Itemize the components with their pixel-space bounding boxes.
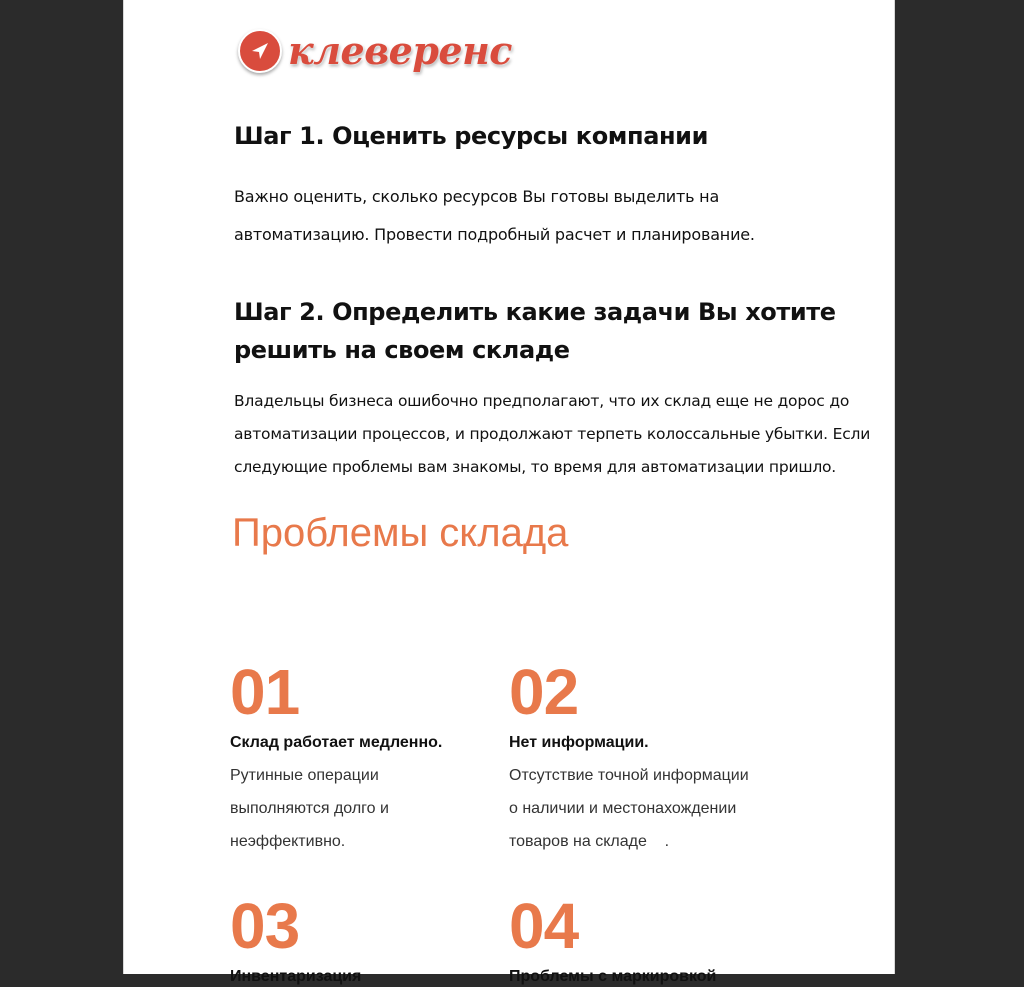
step1-heading: Шаг 1. Оценить ресурсы компании bbox=[234, 122, 708, 150]
problem-description-line: о наличии и местонахождении bbox=[509, 800, 737, 817]
problem-description-line: неэффективно. bbox=[230, 833, 346, 850]
step2-line: автоматизации процессов, и продолжают терпеть колоссальные убытки. Если bbox=[234, 425, 871, 443]
problem-title: Инвентаризация bbox=[230, 968, 362, 985]
problem-title: Склад работает медленно. bbox=[230, 734, 443, 751]
logo-text: клеверенс bbox=[288, 28, 512, 73]
step2-line: следующие проблемы вам знакомы, то время для автоматизации пришло. bbox=[234, 458, 837, 476]
problem-number: 02 bbox=[509, 656, 579, 728]
problem-description bbox=[230, 759, 500, 858]
problem-description-line: товаров на складе . bbox=[509, 833, 670, 850]
company-logo bbox=[238, 26, 512, 76]
problem-card-04 bbox=[509, 890, 779, 987]
step1-line: Важно оценить, сколько ресурсов Вы готовы выделить на bbox=[234, 187, 720, 206]
problem-number: 03 bbox=[230, 890, 300, 962]
step1-paragraph bbox=[234, 178, 755, 254]
problem-card-02 bbox=[509, 656, 779, 858]
step2-line: Владельцы бизнеса ошибочно предполагают, что их склад еще не дорос до bbox=[234, 392, 850, 410]
step2-heading-line: решить на своем складе bbox=[234, 336, 570, 364]
problem-card-03 bbox=[230, 890, 500, 987]
step2-paragraph bbox=[234, 385, 870, 484]
step2-heading bbox=[234, 293, 836, 369]
problem-title: Нет информации. bbox=[509, 734, 649, 751]
problem-number: 01 bbox=[230, 656, 300, 728]
step1-line: автоматизацию. Провести подробный расчет и планирование. bbox=[234, 225, 755, 244]
problem-number: 04 bbox=[509, 890, 579, 962]
step2-heading-line: Шаг 2. Определить какие задачи Вы хотите bbox=[234, 298, 836, 326]
problem-description-line: Отсутствие точной информации bbox=[509, 767, 749, 784]
document-page bbox=[123, 0, 895, 985]
problem-description-line: выполняются долго и bbox=[230, 800, 389, 817]
logo-arrow-icon bbox=[238, 29, 282, 73]
problem-description-line: Рутинные операции bbox=[230, 767, 379, 784]
problem-title: Проблемы с маркировкой bbox=[509, 968, 717, 985]
problem-card-01 bbox=[230, 656, 500, 858]
problem-description bbox=[509, 759, 779, 858]
problems-title: Проблемы склада bbox=[232, 511, 569, 555]
